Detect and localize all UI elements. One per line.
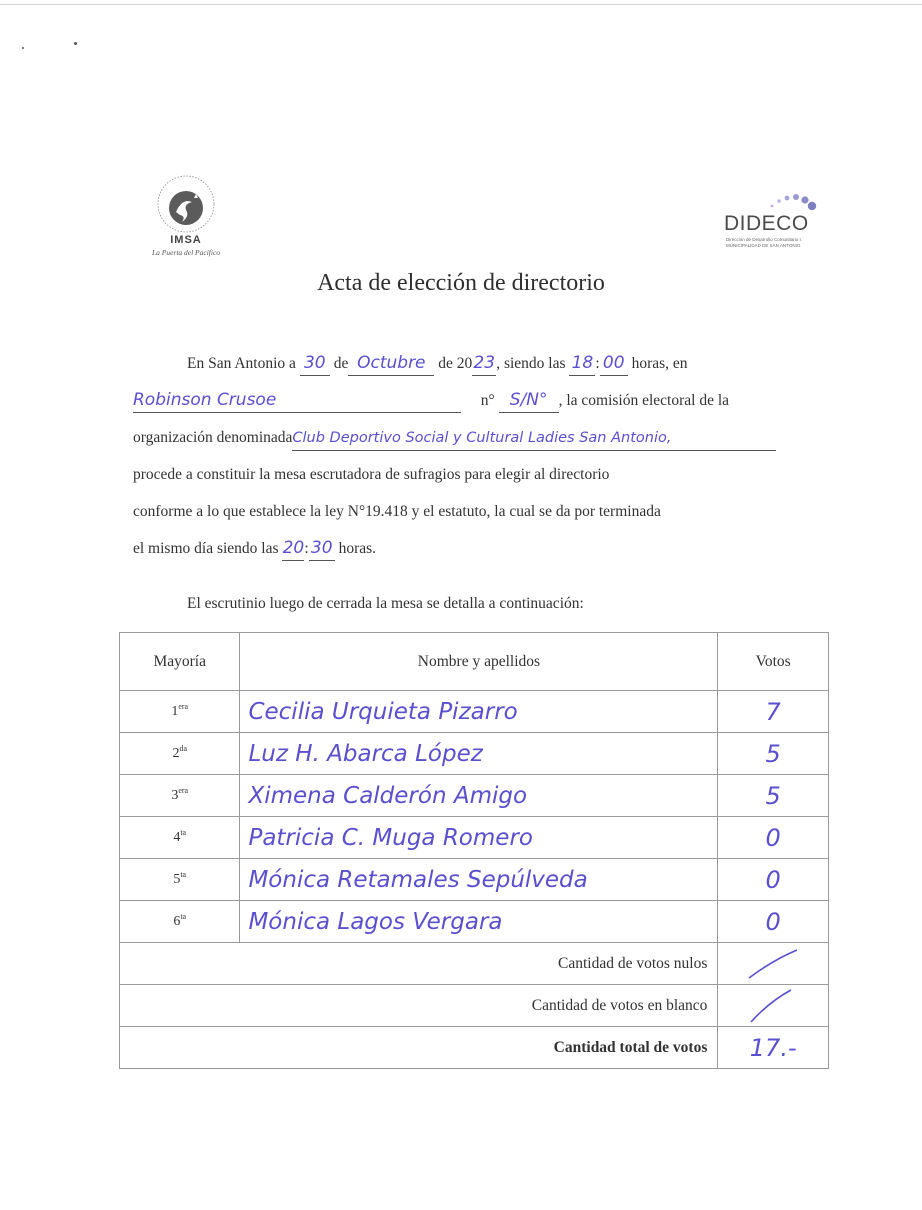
votes-cell: 0 [718, 817, 829, 859]
name-cell: Mónica Retamales Sepúlveda [240, 859, 718, 901]
text-fragment: , siendo las [496, 355, 566, 372]
name-cell: Ximena Calderón Amigo [240, 775, 718, 817]
header-votes: Votos [718, 633, 829, 691]
slash-mark-icon [743, 946, 803, 982]
text-fragment: , la comisión electoral de la [558, 392, 730, 409]
scrutiny-intro: El escrutinio luego de cerrada la mesa se detalla a continuación: [187, 595, 584, 612]
minute-field: 00 [600, 351, 628, 376]
imsa-logo [136, 168, 236, 268]
text-fragment: horas. [338, 540, 377, 557]
paragraph-line-3 [133, 419, 823, 456]
rank-cell: $3^{era}$ [120, 775, 240, 817]
hour-field: 18 [569, 351, 595, 376]
imsa-tagline: La Puerta del Pacífico [151, 248, 221, 257]
text-fragment: : [595, 355, 600, 372]
null-votes-cell [718, 943, 829, 985]
name-cell: Mónica Lagos Vergara [240, 901, 718, 943]
scan-edge-line [0, 4, 922, 5]
results-table [119, 632, 829, 1069]
header-rank: Mayoría [120, 633, 240, 691]
text-fragment: procede a constituir la mesa escrutadora de sufragios para elegir al directorio [133, 466, 610, 483]
end-minute-field: 30 [309, 536, 335, 561]
text-fragment: n° [480, 392, 495, 409]
rank-cell: $1^{era}$ [120, 691, 240, 733]
page-title: Acta de elección de directorio [317, 270, 605, 296]
votes-cell: 5 [718, 775, 829, 817]
header-name: Nombre y apellidos [240, 633, 718, 691]
slash-mark-icon [743, 988, 803, 1024]
year-field: 23 [472, 351, 496, 376]
scan-speck [74, 42, 77, 45]
text-fragment: En San Antonio a [187, 355, 296, 372]
total-votes-cell: 17.- [718, 1027, 829, 1069]
text-fragment: de 20 [438, 355, 473, 372]
text-fragment: de [333, 355, 349, 372]
dideco-subtitle: Dirección de Desarrollo Comunitario I. MUNICIPALIDAD DE SAN ANTONIO [726, 237, 803, 248]
table-header-row [120, 633, 829, 691]
paragraph-line-2 [133, 382, 823, 419]
text-fragment: : [304, 540, 309, 557]
table-row [120, 733, 829, 775]
text-fragment: conforme a lo que establece la ley N°19.418 y el estatuto, la cual se da por terminada [133, 503, 661, 520]
street-field: Robinson Crusoe [133, 388, 461, 413]
null-votes-row [120, 943, 829, 985]
text-fragment: el mismo día siendo las [133, 540, 279, 557]
votes-cell: 0 [718, 901, 829, 943]
dideco-logo [724, 190, 824, 254]
rank-cell: $4^{ta}$ [120, 817, 240, 859]
paragraph-line-5 [133, 493, 823, 530]
act-paragraph [133, 345, 823, 567]
votes-cell: 7 [718, 691, 829, 733]
rank-cell: $5^{ta}$ [120, 859, 240, 901]
null-votes-label: Cantidad de votos nulos [120, 943, 718, 985]
total-votes-row [120, 1027, 829, 1069]
blank-votes-cell [718, 985, 829, 1027]
table-row [120, 775, 829, 817]
municipal-seal-icon [136, 168, 236, 234]
votes-cell: 5 [718, 733, 829, 775]
table-row [120, 901, 829, 943]
dideco-name: DIDECO [724, 212, 809, 235]
rank-cell: $2^{da}$ [120, 733, 240, 775]
day-field: 30 [300, 351, 330, 376]
number-field: S/N° [499, 388, 559, 413]
name-cell: Cecilia Urquieta Pizarro [240, 691, 718, 733]
imsa-name: IMSA [170, 234, 202, 246]
total-votes-label: Cantidad total de votos [120, 1027, 718, 1069]
table-row [120, 817, 829, 859]
paragraph-line-6 [133, 530, 823, 567]
blank-votes-row [120, 985, 829, 1027]
end-hour-field: 20 [282, 536, 304, 561]
text-fragment: organización denominada [133, 429, 293, 446]
organization-field: Club Deportivo Social y Cultural Ladies San Antonio, [292, 426, 776, 451]
scan-speck [22, 47, 24, 49]
name-cell: Luz H. Abarca López [240, 733, 718, 775]
blank-votes-label: Cantidad de votos en blanco [120, 985, 718, 1027]
table-row [120, 859, 829, 901]
month-field: Octubre [348, 351, 434, 376]
text-fragment: horas, en [631, 355, 688, 372]
table-row [120, 691, 829, 733]
paragraph-line-1 [133, 345, 823, 382]
votes-cell: 0 [718, 859, 829, 901]
dideco-logo-icon [724, 190, 824, 212]
paragraph-line-4 [133, 456, 823, 493]
name-cell: Patricia C. Muga Romero [240, 817, 718, 859]
rank-cell: $6^{ta}$ [120, 901, 240, 943]
